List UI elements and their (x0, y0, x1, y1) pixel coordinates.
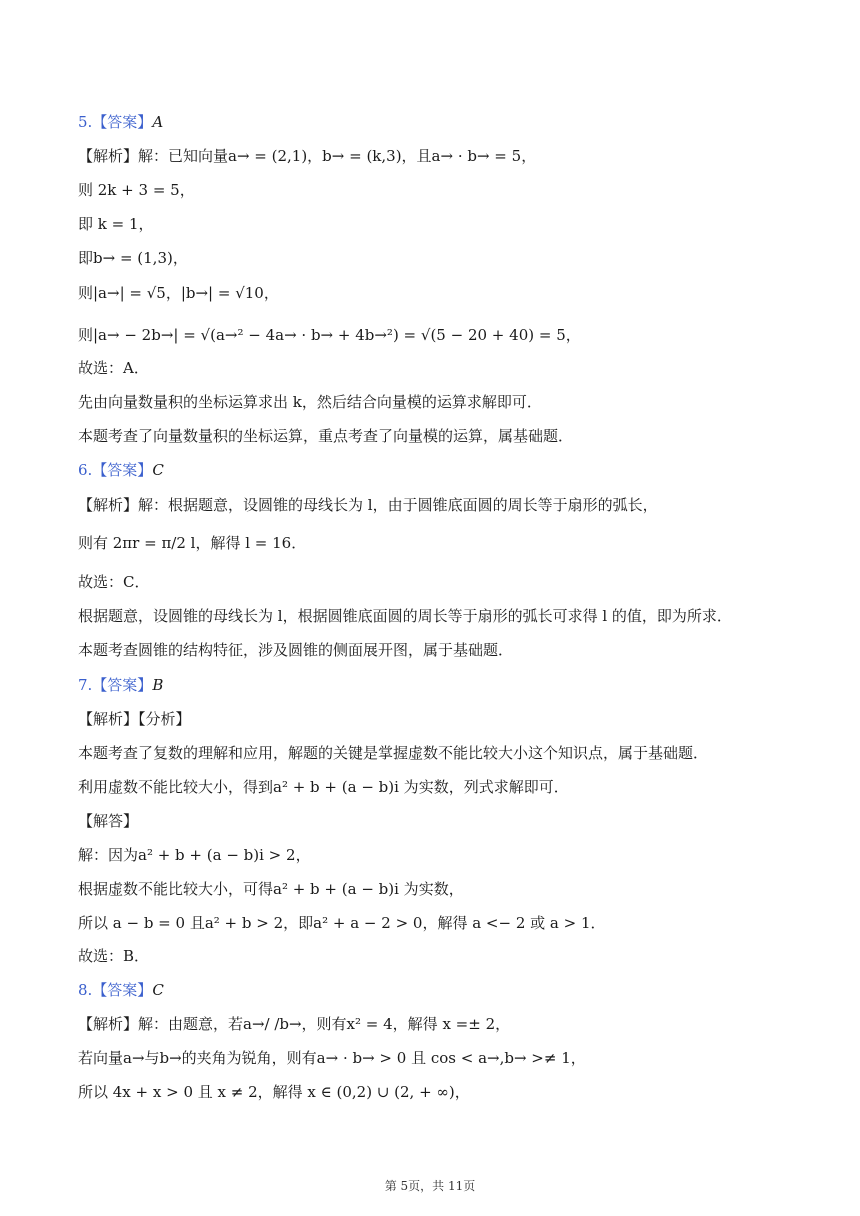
text-line: 则|a→ − 2b→| = √(a→² − 4a→ · b→ + 4b→²) = √(5 − 20 + 40) = 5， (78, 326, 581, 344)
text-line: 即 k = 1， (78, 215, 154, 233)
text-line: 则|a→| = √5，|b→| = √10， (78, 284, 279, 302)
text-line: 先由向量数量积的坐标运算求出 k，然后结合向量模的运算求解即可． (78, 393, 542, 411)
text-line: 【解析】解：已知向量a→ = (2,1)，b→ = (k,3)，且a→ · b→ = 5， (78, 147, 537, 165)
answer-label: 7.【答案】 (78, 676, 153, 694)
text-line: 本题考查圆锥的结构特征，涉及圆锥的侧面展开图，属于基础题． (78, 641, 514, 659)
text-line: 根据虚数不能比较大小，可得a² + b + (a − b)i 为实数， (78, 880, 464, 898)
text-line: 即b→ = (1,3)， (78, 249, 188, 267)
answer-value: B (152, 676, 164, 694)
text-line: 【解答】 (78, 812, 139, 830)
answer-8 (78, 980, 164, 1000)
answer-7 (78, 675, 163, 695)
answer-5 (78, 112, 163, 132)
answer-value: C (152, 981, 164, 999)
text-line: 所以 4x + x > 0 且 x ≠ 2，解得 x ∈ (0,2) ∪ (2, + ∞)， (78, 1083, 470, 1101)
text-line: 【解析】【分析】 (78, 710, 191, 728)
text-line: 【解析】解：根据题意，设圆锥的母线长为 l，由于圆锥底面圆的周长等于扇形的弧长， (78, 496, 658, 514)
text-line: 解：因为a² + b + (a − b)i > 2， (78, 846, 311, 864)
text-line: 本题考查了向量数量积的坐标运算，重点考查了向量模的运算，属基础题． (78, 427, 574, 445)
text-line: 故选：A． (78, 359, 149, 377)
text-line: 则 2k + 3 = 5， (78, 181, 195, 199)
answer-value: C (152, 461, 164, 479)
answer-label: 6.【答案】 (78, 461, 153, 479)
text-line: 若向量a→与b→的夹角为锐角，则有a→ · b→ > 0 且 cos < a→,b→ >≠ 1， (78, 1049, 586, 1067)
text-line: 利用虚数不能比较大小，得到a² + b + (a − b)i 为实数，列式求解即可． (78, 778, 569, 796)
answer-value: A (152, 113, 164, 131)
answer-6 (78, 460, 164, 480)
text-line: 所以 a − b = 0 且a² + b > 2，即a² + a − 2 > 0，解得 a <− 2 或 a > 1． (78, 914, 606, 932)
text-line: 则有 2πr = π/2 l，解得 l = 16． (78, 534, 307, 552)
text-line: 本题考查了复数的理解和应用，解题的关键是掌握虚数不能比较大小这个知识点，属于基础题． (78, 744, 709, 762)
text-line: 故选：B． (78, 947, 150, 965)
text-line: 故选：C． (78, 573, 150, 591)
answer-label: 8.【答案】 (78, 981, 153, 999)
page-footer: 第 5页，共 11页 (384, 1179, 476, 1193)
answer-label: 5.【答案】 (78, 113, 153, 131)
text-line: 根据题意，设圆锥的母线长为 l，根据圆锥底面圆的周长等于扇形的弧长可求得 l 的值，即为所求． (78, 607, 732, 625)
text-line: 【解析】解：由题意，若a→/ /b→，则有x² = 4，解得 x =± 2， (78, 1015, 511, 1033)
